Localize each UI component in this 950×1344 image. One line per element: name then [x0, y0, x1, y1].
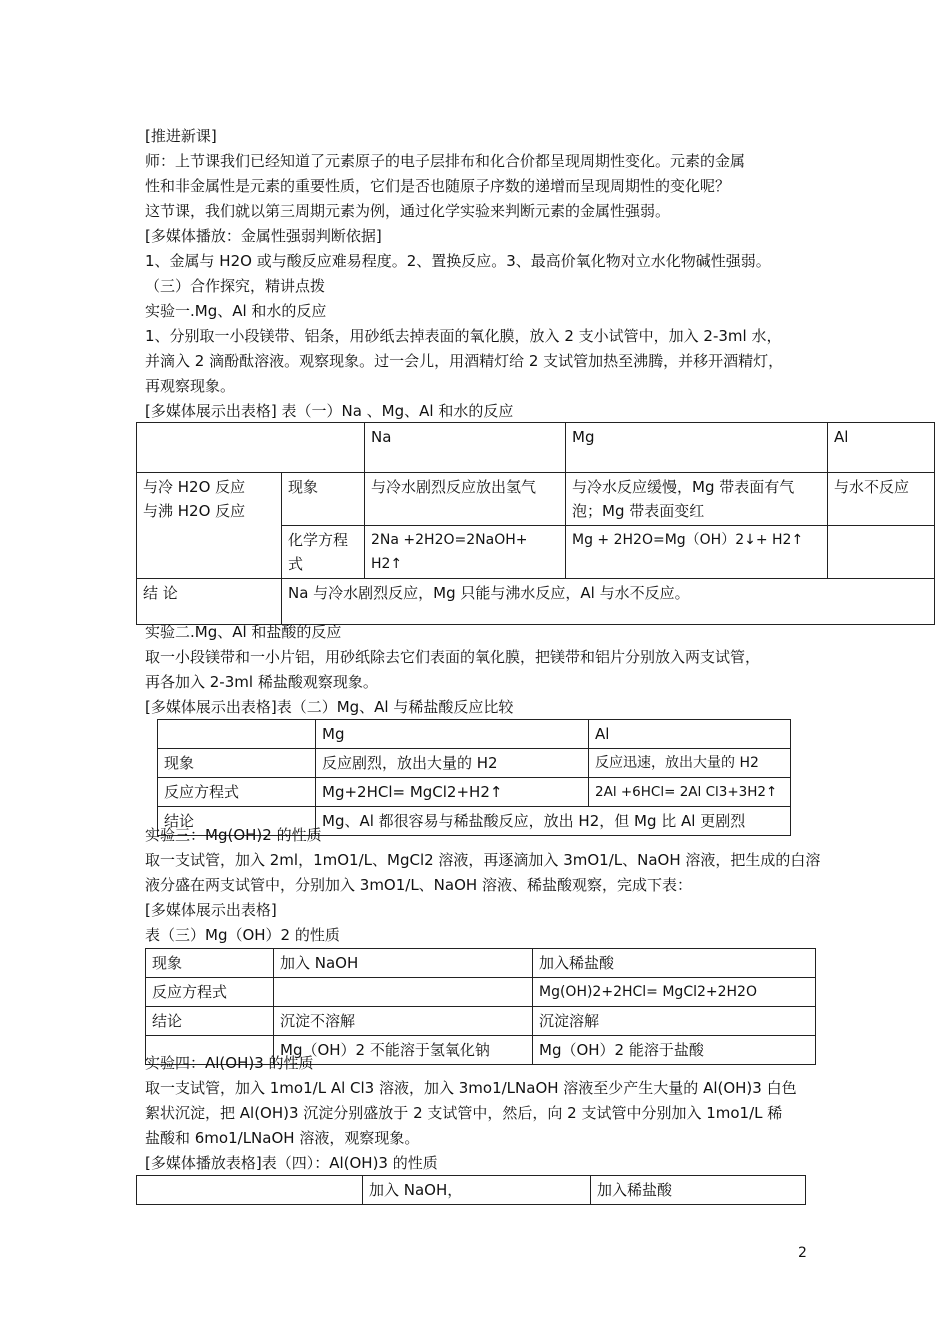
table-caption: 表（三）Mg（OH）2 的性质	[145, 926, 340, 944]
table-cell: Na 与冷水剧烈反应，Mg 只能与沸水反应，Al 与水不反应。	[282, 579, 935, 625]
paragraph-line: [多媒体播放：金属性强弱判断依据]	[145, 227, 382, 245]
table-header: Mg	[316, 720, 589, 749]
table-cell: Mg + 2H2O=Mg（OH）2↓+ H2↑	[566, 526, 828, 579]
page-number: 2	[798, 1245, 807, 1261]
table-header: Na	[365, 423, 566, 473]
experiment-title: 实验二.Mg、Al 和盐酸的反应	[145, 623, 342, 641]
table-cell	[158, 720, 316, 749]
paragraph-line: [多媒体展示出表格]	[145, 901, 277, 919]
paragraph-line: 再观察现象。	[145, 377, 236, 395]
table-row-label: 现象	[158, 749, 316, 778]
table-cell: Mg（OH）2 不能溶于氢氧化钠	[274, 1036, 533, 1065]
table-row-label: 结论	[158, 807, 316, 836]
table-cell: Mg+2HCl= MgCl2+H2↑	[316, 778, 589, 807]
table-row-label: 结论	[146, 1007, 274, 1036]
table-row-label: 化学方程式	[282, 526, 365, 579]
section-heading: [推进新课]	[145, 127, 217, 145]
paragraph-line: 这节课，我们就以第三周期元素为例，通过化学实验来判断元素的金属性强弱。	[145, 202, 671, 220]
table-header: Al	[828, 423, 935, 473]
paragraph-line: 取一支试管，加入 2ml，1mO1/L、MgCl2 溶液，再逐滴加入 3mO1/L、NaOH 溶液，把生成的白溶	[145, 851, 821, 869]
table-cell: 2Al +6HCl= 2Al Cl3+3H2↑	[589, 778, 791, 807]
table-cell: 反应剧烈，放出大量的 H2	[316, 749, 589, 778]
table-row-label: 现象	[146, 949, 274, 978]
table-header: 加入稀盐酸	[533, 949, 816, 978]
table-cell: 沉淀溶解	[533, 1007, 816, 1036]
paragraph-line: 絮状沉淀，把 Al(OH)3 沉淀分别盛放于 2 支试管中，然后，向 2 支试管中分别加入 1mo1/L 稀	[145, 1104, 783, 1122]
paragraph-line: 性和非金属性是元素的重要性质，它们是否也随原子序数的递增而呈现周期性的变化呢？	[145, 177, 731, 195]
table-header: Al	[589, 720, 791, 749]
table-header: 加入稀盐酸	[591, 1176, 806, 1205]
table-cell: 2Na +2H2O=2NaOH+ H2↑	[365, 526, 566, 579]
table-mg-al-hcl	[157, 719, 791, 836]
table-row-label: 现象	[282, 473, 365, 526]
table-caption: [多媒体展示出表格] 表（一）Na 、Mg、Al 和水的反应	[145, 402, 514, 420]
paragraph-line: 1、金属与 H2O 或与酸反应难易程度。2、置换反应。3、最高价氧化物对立水化物碱性强弱。	[145, 252, 771, 270]
table-cell	[274, 978, 533, 1007]
table-cell	[137, 423, 365, 473]
table-row-label: 反应方程式	[146, 978, 274, 1007]
table-cell	[828, 526, 935, 579]
table-cell	[137, 1176, 363, 1205]
section-heading: （三）合作探究，精讲点拨	[145, 277, 326, 295]
table-row-label: 与冷 H2O 反应 与沸 H2O 反应	[137, 473, 282, 579]
table-row-label: 反应方程式	[158, 778, 316, 807]
table-cell: Mg、Al 都很容易与稀盐酸反应，放出 H2，但 Mg 比 Al 更剧烈	[316, 807, 791, 836]
experiment-title: 实验四：Al(OH)3 的性质	[145, 1054, 314, 1072]
table-cell: Mg（OH）2 能溶于盐酸	[533, 1036, 816, 1065]
table-header: 加入 NaOH	[274, 949, 533, 978]
paragraph-line: 1、分别取一小段镁带、铝条，用砂纸去掉表面的氧化膜，放入 2 支小试管中，加入 2-3ml 水，	[145, 327, 782, 345]
table-caption: [多媒体展示出表格]表（二）Mg、Al 与稀盐酸反应比较	[145, 698, 514, 716]
paragraph-line: 并滴入 2 滴酚酞溶液。观察现象。过一会儿，用酒精灯给 2 支试管加热至沸腾，并移开酒精灯，	[145, 352, 784, 370]
paragraph-line: 取一小段镁带和一小片铝，用砂纸除去它们表面的氧化膜，把镁带和铝片分别放入两支试管，	[145, 648, 761, 666]
table-header: 加入 NaOH，	[363, 1176, 591, 1205]
paragraph-line: 盐酸和 6mo1/LNaOH 溶液，观察现象。	[145, 1129, 420, 1147]
table-cell: 与冷水剧烈反应放出氢气	[365, 473, 566, 526]
table-mg-oh2	[145, 948, 816, 1065]
table-row-label: 结 论	[137, 579, 282, 625]
table-header: Mg	[566, 423, 828, 473]
table-cell: 沉淀不溶解	[274, 1007, 533, 1036]
table-caption: [多媒体播放表格]表（四）：Al(OH)3 的性质	[145, 1154, 438, 1172]
table-cell: Mg(OH)2+2HCl= MgCl2+2H2O	[533, 978, 816, 1007]
table-na-mg-al-water	[136, 422, 935, 625]
table-cell: 反应迅速，放出大量的 H2	[589, 749, 791, 778]
paragraph-line: 师：上节课我们已经知道了元素原子的电子层排布和化合价都呈现周期性变化。元素的金属	[145, 152, 746, 170]
paragraph-line: 取一支试管，加入 1mo1/L Al Cl3 溶液，加入 3mo1/LNaOH 溶液至少产生大量的 Al(OH)3 白色	[145, 1079, 797, 1097]
paragraph-line: 液分盛在两支试管中，分别加入 3mO1/L、NaOH 溶液、稀盐酸观察，完成下表：	[145, 876, 692, 894]
table-cell: 与冷水反应缓慢，Mg 带表面有气泡；Mg 带表面变红	[566, 473, 828, 526]
table-al-oh3	[136, 1175, 806, 1205]
paragraph-line: 再各加入 2-3ml 稀盐酸观察现象。	[145, 673, 378, 691]
experiment-title: 实验三：Mg(OH)2 的性质	[145, 826, 322, 844]
experiment-title: 实验一.Mg、Al 和水的反应	[145, 302, 327, 320]
table-cell: 与水不反应	[828, 473, 935, 526]
